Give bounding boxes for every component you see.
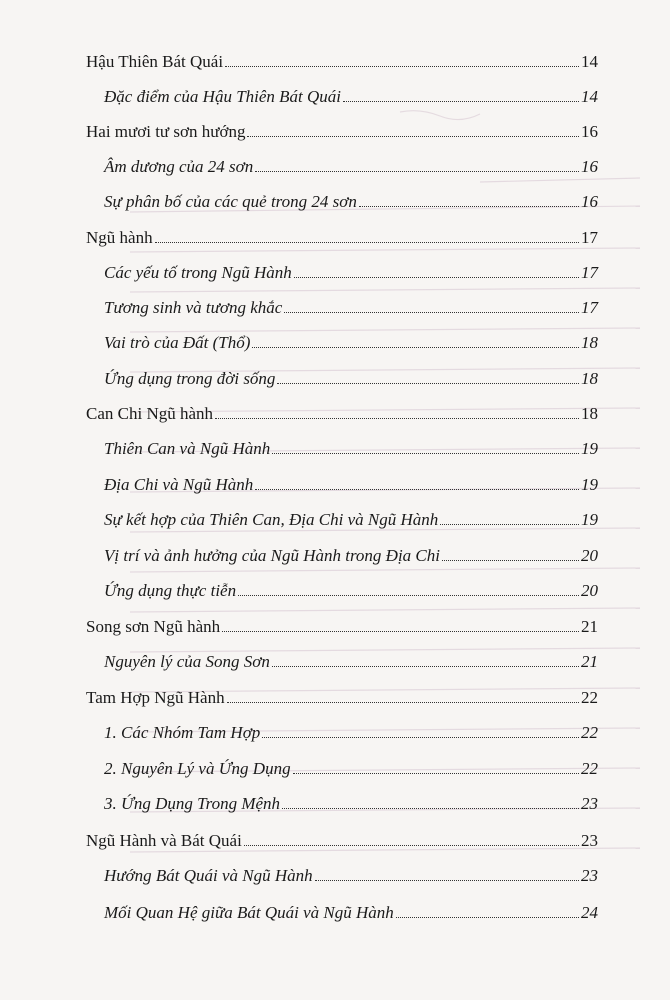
- toc-entry[interactable]: [104, 298, 598, 318]
- dot-leader: [343, 100, 579, 102]
- toc-page-number: 24: [581, 903, 598, 922]
- dot-leader: [222, 630, 579, 632]
- toc-page-number: 16: [581, 157, 598, 176]
- toc-entry[interactable]: [104, 87, 598, 107]
- dot-leader: [359, 205, 579, 207]
- toc-page-number: 23: [581, 794, 598, 813]
- dot-leader: [155, 241, 579, 243]
- toc-entry-title: 1. Các Nhóm Tam Hợp: [104, 723, 261, 742]
- toc-page-number: 19: [581, 475, 598, 494]
- toc-entry[interactable]: [86, 122, 598, 142]
- toc-entry[interactable]: [104, 546, 598, 566]
- dot-leader: [282, 807, 579, 809]
- toc-page-number: 21: [581, 617, 598, 636]
- toc-entry[interactable]: [104, 794, 598, 814]
- toc-page-number: 18: [581, 369, 598, 388]
- toc-page-number: 16: [581, 122, 598, 141]
- dot-leader: [272, 452, 579, 454]
- toc-entry-title: Hậu Thiên Bát Quái: [86, 52, 224, 71]
- toc-entry-title: Tương sinh và tương khắc: [104, 298, 283, 317]
- toc-entry-title: Ngũ Hành và Bát Quái: [86, 831, 242, 850]
- toc-page-number: 17: [581, 263, 598, 282]
- dot-leader: [272, 665, 579, 667]
- toc-entry-title: Sự kết hợp của Thiên Can, Địa Chi và Ngũ Hành: [104, 510, 439, 529]
- dot-leader: [315, 879, 579, 881]
- toc-entry-title: Ứng dụng thực tiễn: [104, 581, 237, 600]
- toc-entry[interactable]: [86, 688, 598, 708]
- toc-entry[interactable]: [104, 652, 598, 672]
- dot-leader: [227, 701, 579, 703]
- dot-leader: [440, 523, 579, 525]
- toc-page-number: 22: [581, 723, 598, 742]
- toc-entry[interactable]: [104, 263, 598, 283]
- dot-leader: [225, 65, 579, 67]
- toc-entry-title: Vai trò của Đất (Thổ): [104, 333, 251, 352]
- toc-entry[interactable]: [86, 831, 598, 851]
- dot-leader: [252, 346, 579, 348]
- toc-entry-title: Âm dương của 24 sơn: [104, 157, 254, 176]
- toc-entry[interactable]: [104, 723, 598, 743]
- toc-entry-title: Nguyên lý của Song Sơn: [104, 652, 270, 671]
- toc-entry[interactable]: [104, 333, 598, 353]
- toc-entry[interactable]: [86, 228, 598, 248]
- toc-entry[interactable]: [104, 369, 598, 389]
- toc-page-number: 16: [581, 192, 598, 211]
- toc-page-number: 22: [581, 688, 598, 707]
- toc-entry-title: Các yếu tố trong Ngũ Hành: [104, 263, 292, 282]
- toc-entry[interactable]: [86, 617, 598, 637]
- dot-leader: [255, 488, 579, 490]
- toc-entry[interactable]: [104, 192, 598, 212]
- toc-entry-title: Vị trí và ảnh hưởng của Ngũ Hành trong Địa Chi: [104, 546, 440, 565]
- toc-page-number: 17: [581, 298, 598, 317]
- toc-entry[interactable]: [104, 157, 598, 177]
- dot-leader: [238, 594, 579, 596]
- toc-entry[interactable]: [104, 903, 598, 923]
- toc-page-number: 19: [581, 439, 598, 458]
- toc-page-number: 23: [581, 831, 598, 850]
- dot-leader: [215, 417, 579, 419]
- dot-leader: [255, 170, 579, 172]
- dot-leader: [262, 736, 579, 738]
- dot-leader: [293, 772, 579, 774]
- dot-leader: [277, 382, 579, 384]
- toc-entry-title: Đặc điểm của Hậu Thiên Bát Quái: [104, 87, 342, 106]
- toc-entry[interactable]: [104, 581, 598, 601]
- dot-leader: [284, 311, 579, 313]
- toc-entry-title: Mối Quan Hệ giữa Bát Quái và Ngũ Hành: [104, 903, 394, 922]
- toc-entry-title: 2. Nguyên Lý và Ứng Dụng: [104, 759, 291, 778]
- toc-entry-title: Ngũ hành: [86, 228, 153, 247]
- toc-page-number: 19: [581, 510, 598, 529]
- toc-entry[interactable]: [104, 510, 598, 530]
- dot-leader: [294, 276, 579, 278]
- toc-entry-title: Hai mươi tư sơn hướng: [86, 122, 246, 141]
- toc-page-number: 14: [581, 52, 598, 71]
- toc-entry-title: Địa Chi và Ngũ Hành: [104, 475, 254, 494]
- toc-entry[interactable]: [104, 439, 598, 459]
- toc-page-number: 20: [581, 546, 598, 565]
- toc-page-number: 21: [581, 652, 598, 671]
- toc-entry[interactable]: [86, 404, 598, 424]
- toc-page-number: 23: [581, 866, 598, 885]
- toc-entry[interactable]: [104, 759, 598, 779]
- toc-entry[interactable]: [104, 866, 598, 886]
- dot-leader: [442, 559, 579, 561]
- toc-entry-title: Thiên Can và Ngũ Hành: [104, 439, 271, 458]
- toc-entry-title: Sự phân bố của các quẻ trong 24 sơn: [104, 192, 357, 211]
- toc-entry-title: Hướng Bát Quái và Ngũ Hành: [104, 866, 313, 885]
- toc-entry[interactable]: [104, 475, 598, 495]
- toc-entry-title: Tam Hợp Ngũ Hành: [86, 688, 225, 707]
- dot-leader: [247, 135, 579, 137]
- toc-page-number: 17: [581, 228, 598, 247]
- toc-page-number: 14: [581, 87, 598, 106]
- toc-page-number: 18: [581, 404, 598, 423]
- toc-entry-title: Ứng dụng trong đời sống: [104, 369, 276, 388]
- toc-entry-title: 3. Ứng Dụng Trong Mệnh: [104, 794, 281, 813]
- toc-entry[interactable]: [86, 52, 598, 72]
- toc-entry-title: Can Chi Ngũ hành: [86, 404, 214, 423]
- toc-entry-title: Song sơn Ngũ hành: [86, 617, 221, 636]
- toc-page-number: 22: [581, 759, 598, 778]
- dot-leader: [244, 844, 579, 846]
- dot-leader: [396, 916, 579, 918]
- toc-page-number: 18: [581, 333, 598, 352]
- toc-page-number: 20: [581, 581, 598, 600]
